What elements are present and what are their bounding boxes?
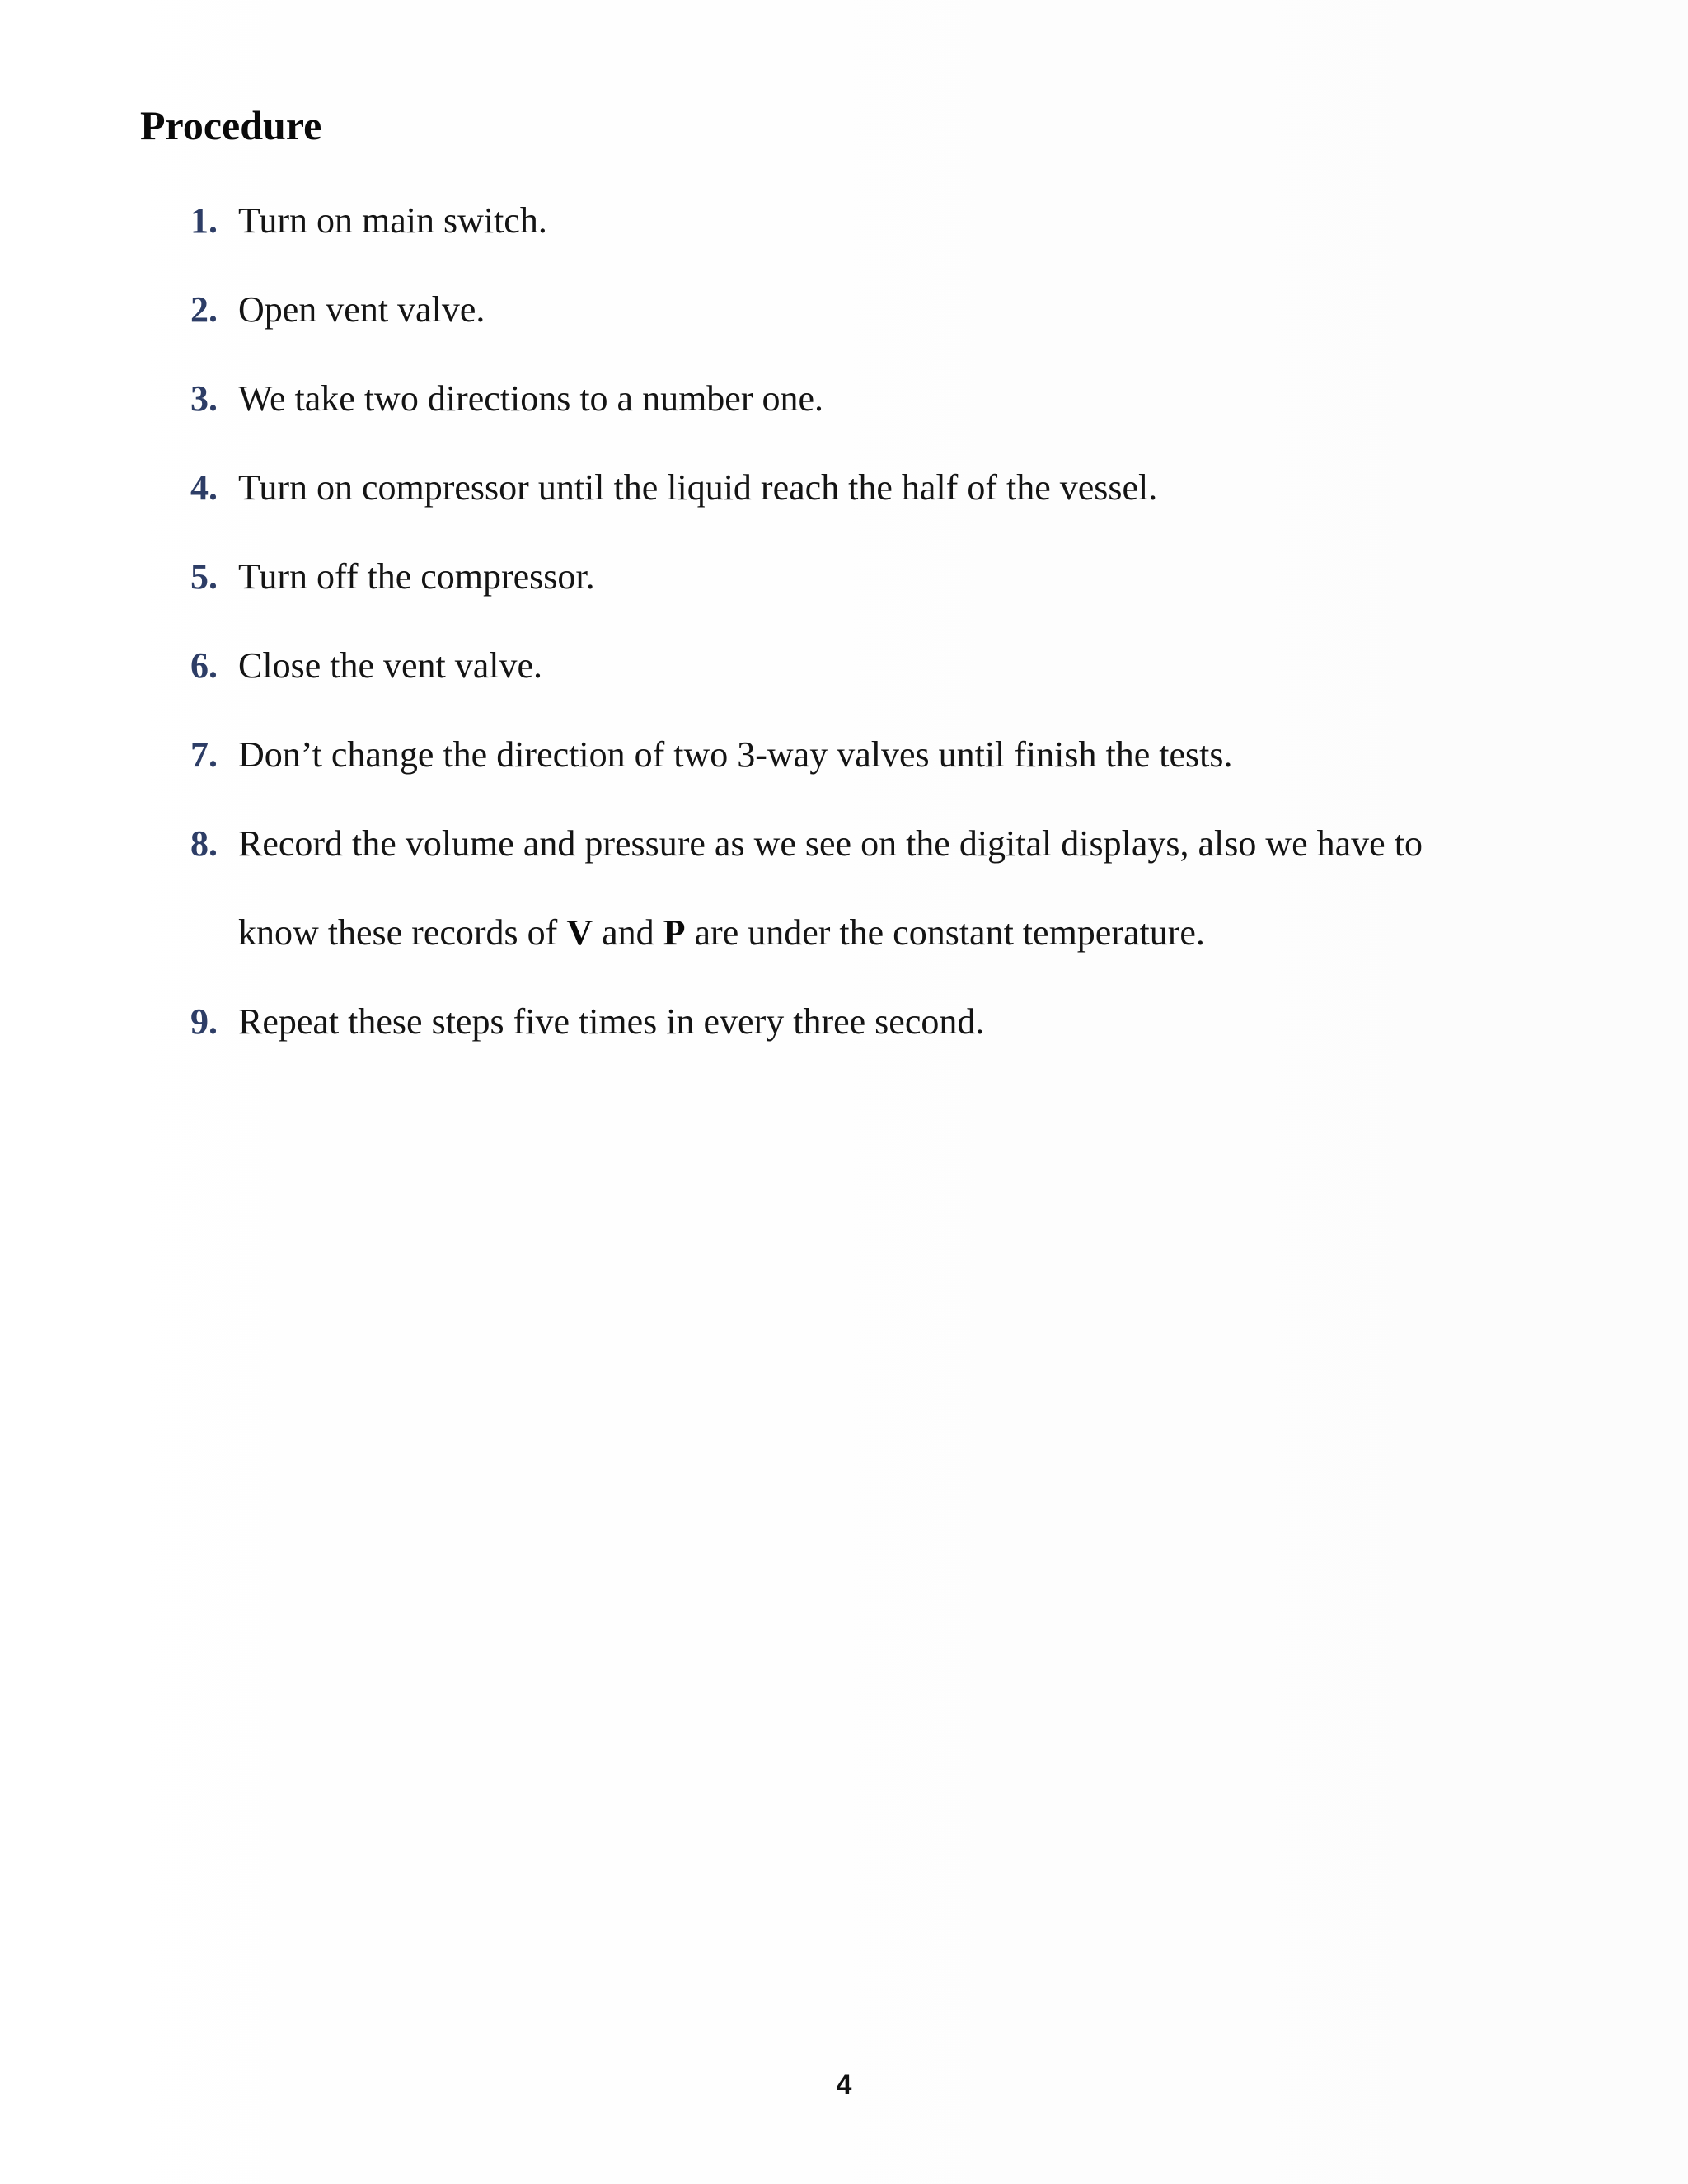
step-text-segment: know these records of <box>238 912 567 953</box>
page-number: 4 <box>836 2069 852 2101</box>
step-number: 3. <box>190 378 218 419</box>
step-number: 7. <box>190 734 218 775</box>
step-text-segment: are under the constant temperature. <box>685 912 1205 953</box>
section-heading: Procedure <box>140 102 322 148</box>
step-text: Turn on compressor until the liquid reach the half of the vessel. <box>238 467 1158 508</box>
step-number: 2. <box>190 289 218 330</box>
step-number: 5. <box>190 556 218 597</box>
step-number: 1. <box>190 200 218 241</box>
step-text: Turn off the compressor. <box>238 556 595 597</box>
step-text: Open vent valve. <box>238 289 485 330</box>
step-text-line-1: Record the volume and pressure as we see on the digital displays, also we have to <box>238 823 1423 864</box>
step-text: Close the vent valve. <box>238 645 543 686</box>
step-number: 9. <box>190 1001 218 1042</box>
volume-symbol: V <box>566 912 593 953</box>
step-text-segment: and <box>593 912 663 953</box>
step-text: Turn on main switch. <box>238 200 547 241</box>
step-number: 4. <box>190 467 218 508</box>
step-number: 6. <box>190 645 218 686</box>
step-number: 8. <box>190 823 218 864</box>
step-text: Don’t change the direction of two 3-way valves until finish the tests. <box>238 734 1233 775</box>
step-text: Repeat these steps five times in every three second. <box>238 1001 985 1042</box>
step-text: We take two directions to a number one. <box>238 378 824 419</box>
step-text-line-2 <box>238 909 1573 957</box>
pressure-symbol: P <box>663 912 686 953</box>
